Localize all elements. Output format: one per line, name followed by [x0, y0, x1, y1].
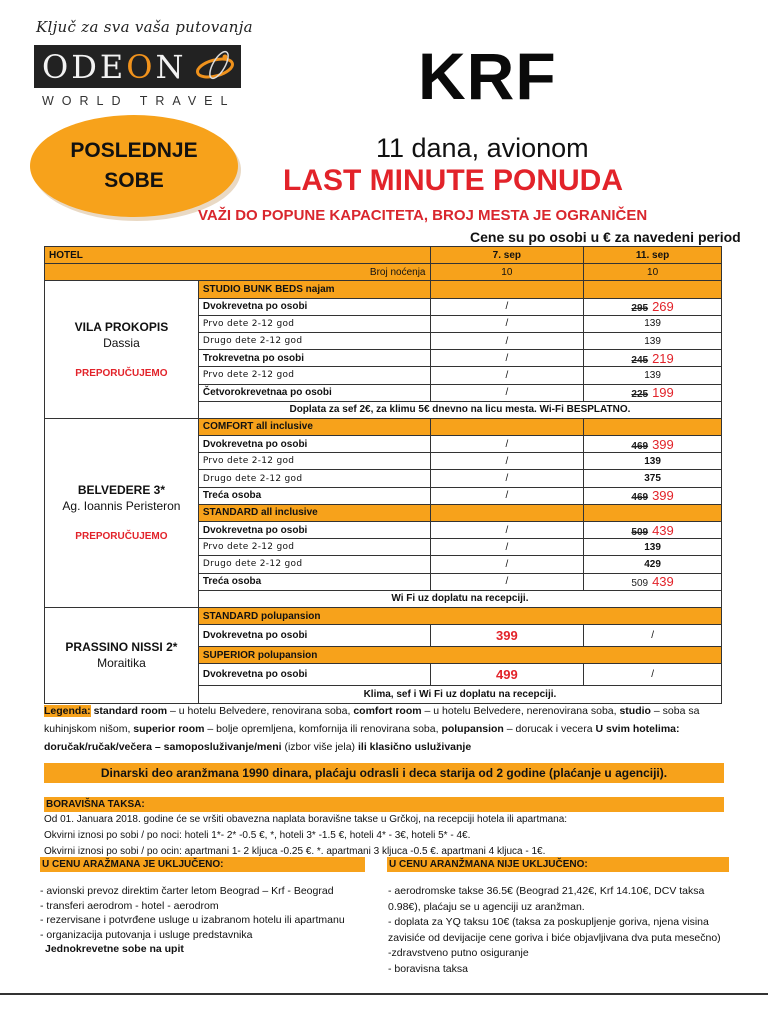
table-row: Drugo dete 2-12 god / 375: [45, 470, 722, 487]
package-title: COMFORT all inclusive: [198, 418, 430, 435]
list-item: - boravisna taksa: [388, 962, 468, 975]
hotel-note-row: Klima, sef i Wi Fi uz doplatu na recepciji.: [45, 686, 722, 703]
validity-note: VAŽI DO POPUNE KAPACITETA, BROJ MESTA JE OGRANIČEN: [198, 207, 648, 224]
table-row: Drugo dete 2-12 god / 429: [45, 556, 722, 573]
list-item: -zdravstveno putno osiguranje: [388, 947, 529, 959]
table-row: STANDARD all inclusive: [45, 504, 722, 521]
table-row: Četvorokrevetnaa po osobi / 225 199: [45, 384, 722, 401]
hotel-cell: BELVEDERE 3* Ag. Ioannis Peristeron PREPORUČUJEMO: [45, 418, 199, 607]
table-row: Dvokrevetna po osobi 399 /: [45, 625, 722, 647]
tax-title: BORAVIŠNA TAKSA:: [44, 797, 724, 812]
list-item: - organizacija putovanja i usluge predstavnika: [40, 928, 253, 941]
hotel-cell: VILA PROKOPIS Dassia PREPORUČUJEMO: [45, 281, 199, 419]
table-row: Dvokrevetna po osobi / 295 269: [45, 298, 722, 315]
table-row: Treća osoba / 509 439: [45, 573, 722, 590]
destination-title: KRF: [418, 39, 557, 113]
list-item: - avionski prevoz direktim čarter letom Beograd – Krf - Beograd: [40, 885, 334, 897]
hotel-note-row: Doplata za sef 2€, za klimu 5€ dnevno na licu mesta. Wi-Fi BESPLATNO.: [45, 401, 722, 418]
tagline: Ključ za sva vaša putovanja: [36, 18, 253, 36]
orbit-icon: [195, 49, 239, 83]
hotel-note-row: Wi Fi uz doplatu na recepciji.: [45, 590, 722, 607]
legend: Legenda: standard room – u hotelu Belvedere, renovirana soba, comfort room – u hotelu Belvedere, nerenovirana soba, studio – soba sa kuhinjskom nišom, superior room – bolje opremljena, komfornija ili renovirana soba, polupansion – dorucak i vecera U svim hotelima: doručak/ručak/večera – samoposluživanje/meni (izbor više jela) ili klasično usluživanje: [44, 705, 700, 753]
logo-text: ODEON: [42, 47, 187, 86]
col-date-1: 7. sep: [430, 247, 584, 264]
tax-text: Od 01. Januara 2018. godine će se vršiti obavezna naplata boravišne takse u Grčkoj, na recepciji hotela ili apartmana: Okvirni iznosi po sobi / po noci: hoteli 1*- 2* -0.5 €, *, hoteli 3* -1.5 €, hoteli 4* - 3€, hoteli 5* - 4€. Okvirni iznosi po sobi / po ocin: apartmani 1- 2 kljuca -0.25 €. *. apartmani 3 kljuca -0.5 €. apartmani 4 kljuca - 1€.: [44, 814, 568, 857]
table-row: Dvokrevetna po osobi / 509 439: [45, 522, 722, 539]
table-row: Trokrevetna po osobi / 245 219: [45, 350, 722, 367]
table-row: Drugo dete 2-12 god / 139: [45, 332, 722, 349]
table-row: Treća osoba / 469 399: [45, 487, 722, 504]
package-title: STANDARD polupansion: [198, 607, 721, 624]
excluded-title: U CENU ARANŽMANA NIJE UKLJUČENO:: [387, 857, 729, 872]
last-rooms-badge: POSLEDNJE SOBE: [30, 115, 238, 217]
table-row: [45, 418, 722, 435]
table-row: [45, 607, 722, 624]
nights-row: Broj noćenja 10 10: [45, 264, 722, 281]
trip-subtitle: 11 dana, avionom: [376, 133, 589, 163]
hotel-cell: PRASSINO NISSI 2* Moraitika: [45, 607, 199, 703]
list-item: - aerodromske takse 36.5€ (Beograd 21,42€, Krf 14.10€, DCV taksa 0.98€), plaćaju se u agenciji uz aranžman.: [388, 885, 705, 913]
offer-title: LAST MINUTE PONUDA: [283, 164, 623, 197]
table-row: Prvo dete 2-12 god / 139: [45, 453, 722, 470]
table-row: Prvo dete 2-12 god / 139: [45, 367, 722, 384]
table-row: SUPERIOR polupansion: [45, 647, 722, 664]
bottom-divider: [0, 993, 768, 995]
col-date-2: 11. sep: [584, 247, 722, 264]
logo-subtitle: WORLD TRAVEL: [42, 94, 236, 108]
included-title: U CENU ARAŽMANA JE UKLJUČENO:: [40, 857, 365, 872]
list-item: - rezervisane i potvrđene usluge u izabranom hotelu ili apartmanu: [40, 914, 345, 926]
table-row: [45, 281, 722, 298]
table-row: Prvo dete 2-12 god / 139: [45, 539, 722, 556]
table-header-row: [45, 247, 722, 264]
dinar-note: Dinarski deo aranžmana 1990 dinara, plaćaju odrasli i deca starija od 2 godine (plaćanje u agenciji).: [44, 763, 724, 783]
col-hotel: HOTEL: [45, 247, 431, 264]
price-table: [44, 246, 722, 704]
excluded-list: [388, 884, 733, 977]
list-item: - transferi aerodrom - hotel - aerodrom: [40, 899, 219, 912]
prices-note: Cene su po osobi u € za navedeni period: [470, 229, 741, 245]
table-row: Dvokrevetna po osobi 499 /: [45, 664, 722, 686]
table-row: Prvo dete 2-12 god / 139: [45, 315, 722, 332]
odeon-logo: [34, 45, 241, 88]
included-list: [40, 884, 370, 957]
table-row: Dvokrevetna po osobi / 469 399: [45, 436, 722, 453]
list-item: - doplata za YQ taksu 10€ (taksa za poskupljenje goriva, njena visina zavisiće od devijacije cene goriva i biće objavljivana dva puta mesečno): [388, 916, 721, 944]
package-title: STUDIO BUNK BEDS najam: [198, 281, 430, 298]
single-rooms-note: Jednokrevetne sobe na upit: [45, 943, 184, 955]
